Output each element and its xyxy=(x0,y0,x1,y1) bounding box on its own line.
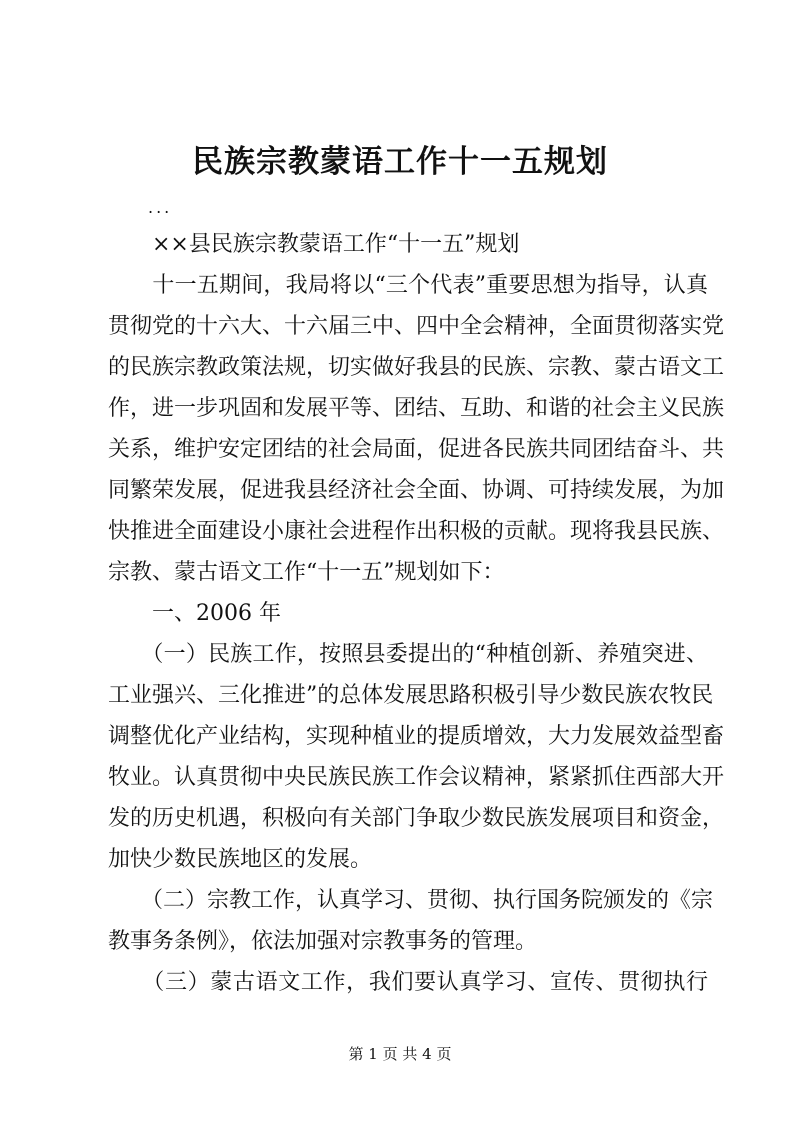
paragraph-line: （一）民族工作，按照县委提出的“种植创新、养殖突进、 xyxy=(108,642,708,667)
paragraph-line: 的民族宗教政策法规，切实做好我县的民族、宗教、蒙古语文工 xyxy=(108,355,725,380)
paragraph-line: 宗教、蒙古语文工作“十一五”规划如下： xyxy=(108,560,505,585)
page-number-footer: 第 1 页 共 4 页 xyxy=(348,1045,452,1063)
ellipsis-marker: ... xyxy=(148,198,173,217)
paragraph-line: 快推进全面建设小康社会进程作出积极的贡献。现将我县民族、 xyxy=(108,519,725,544)
subtitle-line: ××县民族宗教蒙语工作“十一五”规划 xyxy=(108,232,520,257)
paragraph-line: 作，进一步巩固和发展平等、团结、互助、和谐的社会主义民族 xyxy=(108,396,725,421)
document-title: 民族宗教蒙语工作十一五规划 xyxy=(192,144,608,180)
paragraph-line: 关系，维护安定团结的社会局面，促进各民族共同团结奋斗、共 xyxy=(108,437,725,462)
paragraph-line: 加快少数民族地区的发展。 xyxy=(108,847,373,872)
paragraph-line: 工业强兴、三化推进”的总体发展思路积极引导少数民族农牧民 xyxy=(108,683,714,708)
paragraph-line: 十一五期间，我局将以“三个代表”重要思想为指导，认真 xyxy=(108,273,708,298)
paragraph-line: 教事务条例》，依法加强对宗教事务的管理。 xyxy=(108,929,538,954)
paragraph-line: （二）宗教工作，认真学习、贯彻、执行国务院颁发的《宗 xyxy=(108,888,714,913)
paragraph-line: 贯彻党的十六大、十六届三中、四中全会精神，全面贯彻落实党 xyxy=(108,314,725,339)
paragraph-line: 同繁荣发展，促进我县经济社会全面、协调、可持续发展，为加 xyxy=(108,478,725,503)
section-heading: 一、2006 年 xyxy=(108,601,281,626)
paragraph-line: 牧业。认真贯彻中央民族民族工作会议精神，紧紧抓住西部大开 xyxy=(108,765,725,790)
paragraph-line: （三）蒙古语文工作，我们要认真学习、宣传、贯彻执行 xyxy=(108,970,708,995)
paragraph-line: 发的历史机遇，积极向有关部门争取少数民族发展项目和资金， xyxy=(108,806,725,831)
paragraph-line: 调整优化产业结构，实现种植业的提质增效，大力发展效益型畜 xyxy=(108,724,725,749)
